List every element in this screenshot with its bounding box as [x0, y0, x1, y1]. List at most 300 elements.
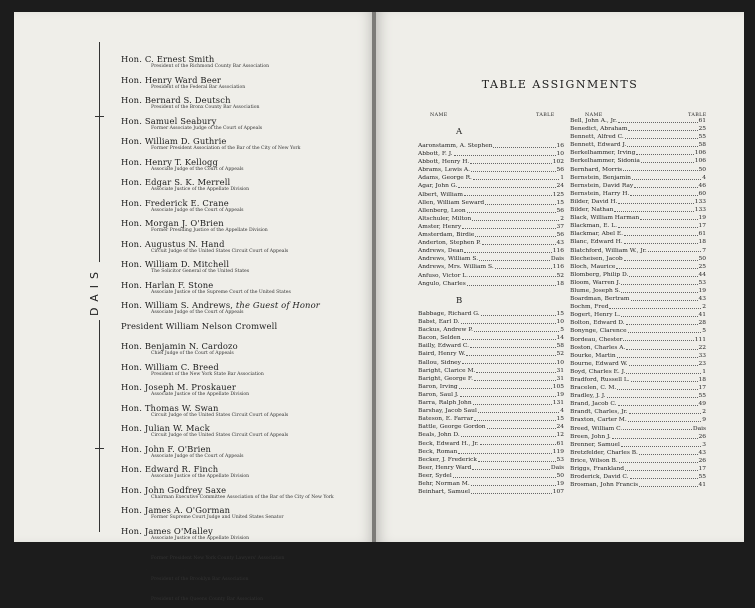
table-number: 1 — [702, 368, 706, 375]
dais-name-text: Hon. Samuel Seabury — [121, 115, 217, 126]
table-number: 24 — [556, 424, 564, 431]
table-number: 43 — [698, 449, 706, 456]
table-number: 25 — [698, 263, 706, 270]
dais-name-text: Hon. Edward R. Finch — [121, 464, 219, 474]
guest-name: Beals, John D. — [418, 432, 460, 439]
right-page — [376, 12, 744, 542]
dot-leader — [462, 223, 555, 229]
assignment-row — [570, 425, 706, 433]
guest-name: Backus, Andrew P. — [418, 327, 473, 334]
table-number: 60 — [698, 190, 706, 197]
guest-name: Black, William Harman — [570, 215, 640, 222]
guest-name: Blume, Joseph S. — [570, 287, 621, 294]
guest-name: Bacon, Selden — [418, 335, 461, 342]
guest-name: Barshay, Jacob Saul — [418, 408, 477, 415]
dais-entry — [121, 546, 371, 567]
guest-name: Brice, Wilson B. — [570, 457, 618, 464]
guest-name: Bourne, Edward W. — [570, 360, 628, 367]
guest-name: Bolton, Edward D. — [570, 320, 625, 327]
dais-name — [121, 505, 371, 515]
dot-leader — [631, 376, 698, 382]
dot-leader — [467, 280, 556, 286]
assignment-row — [570, 481, 706, 489]
assignment-row — [570, 157, 706, 165]
dais-name — [121, 587, 371, 597]
assignment-row — [570, 449, 706, 457]
table-number: 56 — [556, 167, 564, 174]
table-number: 125 — [552, 191, 564, 198]
assignment-row — [570, 117, 706, 125]
dais-entry — [121, 259, 371, 280]
dot-leader — [639, 449, 698, 455]
guest-name: Bogert, Henry L. — [570, 312, 621, 319]
dais-name-text: Hon. Edgar S. K. Merrell — [121, 177, 231, 187]
table-number: 52 — [556, 272, 564, 279]
dais-name — [121, 444, 371, 454]
dais-title: President of the New York State Bar Association — [151, 371, 264, 377]
guest-name: Bracelen, C. M. — [570, 385, 617, 392]
assignment-row — [418, 158, 564, 166]
dais-entry — [121, 239, 371, 260]
assignment-row — [418, 472, 564, 480]
table-number: 2 — [560, 215, 564, 222]
table-number: 41 — [698, 482, 706, 489]
table-number: 41 — [698, 312, 706, 319]
dais-name-text: Hon. Benjamin N. Cardozo — [121, 341, 238, 351]
dot-leader — [607, 392, 698, 398]
guest-name: Abrams, Lewis A. — [418, 167, 471, 174]
dot-leader — [628, 327, 702, 333]
guest-name: Bernstein, David Ray — [570, 182, 634, 189]
dais-entry — [121, 218, 371, 239]
guest-name: Bernstein, Harry H. — [570, 190, 630, 197]
dot-leader — [473, 174, 559, 180]
guest-name: Andrews, William S. — [418, 256, 479, 263]
table-number: 52 — [556, 351, 564, 358]
assignment-row — [570, 384, 706, 392]
guest-name: Blomberg, Philip D. — [570, 271, 629, 278]
col-header-name-right: NAME — [585, 113, 603, 118]
guest-name: Boyd, Charles E. J. — [570, 368, 626, 375]
dais-title: President of the Richmond County Bar Association — [151, 64, 270, 69]
assignment-row — [418, 448, 564, 456]
table-number: 19 — [698, 287, 706, 294]
dais-title: President of the Brooklyn Bar Association — [151, 576, 249, 582]
guest-name: Baright, Clarice M. — [418, 367, 476, 374]
dais-title: Associate Justice of the Appellate Division — [151, 535, 250, 541]
dais-name — [121, 75, 371, 85]
dais-name-text: Hon. Henry Ward Beer — [121, 74, 222, 85]
table-number: 19 — [556, 480, 564, 487]
table-assignments-title: TABLE ASSIGNMENTS — [481, 78, 639, 91]
assignment-list-b — [418, 310, 564, 496]
guest-name: Bilder, Nathan — [570, 207, 614, 214]
table-number: 119 — [552, 448, 564, 455]
table-number: 26 — [698, 433, 706, 440]
assignment-row — [570, 166, 706, 174]
dot-leader — [640, 214, 697, 220]
assignment-row — [418, 263, 564, 271]
guest-name: Allen, William Seward — [418, 199, 485, 206]
assignment-row — [418, 399, 564, 407]
assignment-row — [570, 457, 706, 465]
guest-name: Adams, George R. — [418, 175, 472, 182]
dais-name — [121, 54, 371, 64]
dot-leader — [618, 117, 698, 123]
guest-name: Andrews, Dean — [418, 248, 464, 255]
assignment-row — [570, 214, 706, 222]
table-number: 43 — [556, 240, 564, 247]
dais-title: Circuit Judge of the United States Circuit Court of Appeals — [151, 248, 289, 254]
assignment-row — [570, 190, 706, 198]
table-number: 55 — [698, 474, 706, 481]
table-number: 61 — [556, 440, 564, 447]
assignment-row — [570, 441, 706, 449]
table-number: 5 — [702, 328, 706, 335]
assignment-row — [418, 342, 564, 350]
dais-title: President of the Federal Bar Association — [151, 84, 246, 90]
guest-name: Bonynge, Clarence — [570, 328, 627, 335]
left-page — [14, 12, 374, 602]
dais-name — [121, 239, 371, 249]
guest-name: Baird, Henry W. — [418, 351, 466, 358]
table-number: 4 — [560, 408, 564, 415]
table-number: 106 — [694, 150, 706, 157]
dais-title: Associate Justice of the Appellate Division — [151, 187, 250, 192]
table-number: 131 — [552, 400, 564, 407]
table-number: Dais — [550, 256, 564, 263]
guest-name: Bradley, J. J. — [570, 393, 606, 400]
guest-name: Andrews, Mrs. William S. — [418, 264, 494, 271]
dais-entry — [121, 136, 371, 157]
guest-name: Bourke, Martin — [570, 352, 616, 359]
dot-leader — [629, 360, 698, 366]
dais-entry — [121, 423, 371, 444]
dais-name — [121, 95, 371, 105]
dot-leader — [628, 125, 697, 131]
dais-name-text: Hon. Harlan F. Stone — [121, 279, 214, 290]
dot-leader — [626, 368, 701, 374]
assignment-row — [418, 488, 564, 496]
dot-leader — [634, 182, 697, 188]
dot-leader — [478, 456, 556, 462]
guest-name: Abbott, F. J. — [418, 151, 453, 158]
guest-name: Allenberg, Leon — [418, 207, 466, 214]
dais-entry — [121, 54, 371, 75]
table-number: 37 — [556, 223, 564, 230]
table-number: 19 — [698, 215, 706, 222]
dais-label: DAIS — [88, 262, 110, 320]
dais-name — [121, 300, 371, 310]
dais-title: The Solicitor General of the United States — [151, 269, 250, 274]
guest-name: Bernhard, Morris — [570, 166, 623, 173]
guest-name: Berkelhammer, Sidonia — [570, 158, 640, 165]
guest-name: Blackmar, Abel E. — [570, 231, 624, 238]
dot-leader — [641, 157, 694, 163]
dais-entry — [121, 177, 371, 198]
table-number: 50 — [698, 166, 706, 173]
dais-rule-tick-top — [95, 116, 104, 117]
dais-name — [121, 485, 371, 495]
dot-leader — [474, 415, 555, 421]
assignment-row — [418, 191, 564, 199]
dais-name-text: Hon. C. Ernest Smith — [121, 54, 215, 64]
table-number: 58 — [556, 343, 564, 350]
dais-name — [121, 321, 371, 331]
dot-leader — [476, 367, 555, 373]
guest-name: Bernstein, Benjamin — [570, 174, 631, 181]
table-number: 133 — [694, 198, 706, 205]
assignment-row — [570, 336, 706, 344]
dais-entry — [121, 464, 371, 485]
dot-leader — [471, 488, 552, 494]
table-number: 107 — [552, 489, 564, 496]
assignment-row — [570, 376, 706, 384]
dais-name-text: Hon. Joseph M. Proskauer — [121, 382, 237, 392]
dais-title: Associate Judge of the Court of Appeals — [151, 453, 244, 459]
dais-entry — [121, 505, 371, 526]
dais-entry — [121, 75, 371, 96]
dais-entry — [121, 341, 371, 362]
table-number: 61 — [698, 231, 706, 238]
dot-leader — [464, 247, 551, 253]
dot-leader — [472, 464, 550, 470]
assignment-row — [418, 359, 564, 367]
dais-name — [121, 116, 371, 126]
dot-leader — [624, 230, 697, 236]
dais-name-text: Hon. Charles Strauss — [121, 546, 215, 556]
assignment-row — [570, 174, 706, 182]
table-number: 3 — [702, 441, 706, 448]
assignment-row — [418, 334, 564, 342]
dais-name-text: Hon. William S. Andrews, — [121, 300, 234, 310]
dot-leader — [454, 150, 556, 156]
assignment-row — [418, 231, 564, 239]
guest-name: Bailly, Edward C. — [418, 343, 470, 350]
dais-name — [121, 362, 371, 372]
guest-name: Angulo, Charles — [418, 280, 466, 287]
dais-name — [121, 464, 371, 474]
dot-leader — [464, 191, 552, 197]
table-number: 5 — [560, 327, 564, 334]
table-number: 56 — [556, 232, 564, 239]
assignment-row — [570, 311, 706, 319]
dais-title: Circuit Judge of the United States Circuit Court of Appeals — [151, 412, 289, 418]
table-number: 31 — [556, 367, 564, 374]
assignment-row — [418, 367, 564, 375]
dais-entry — [121, 382, 371, 403]
guest-name: Boston, Charles A. — [570, 344, 626, 351]
guest-name: Blanc, Edward H. — [570, 239, 623, 246]
guest-name: Beer, Sydel — [418, 472, 452, 479]
assignment-row — [418, 166, 564, 174]
assignment-row — [570, 327, 706, 335]
assignment-row — [570, 319, 706, 327]
table-number: 56 — [556, 207, 564, 214]
dais-name — [121, 218, 371, 228]
dais-title: President of the Queens County Bar Association — [151, 597, 264, 602]
assignment-row — [570, 141, 706, 149]
dot-leader — [493, 142, 555, 148]
assignment-row — [418, 480, 564, 488]
table-number: Dais — [550, 464, 564, 471]
dot-leader — [621, 441, 701, 447]
dais-title: Associate Justice of the Supreme Court of the United States — [151, 289, 291, 295]
guest-name: Bennett, Alfred C. — [570, 134, 624, 141]
assignment-row — [418, 255, 564, 263]
guest-name: Broderick, David C. — [570, 474, 629, 481]
dot-leader — [469, 272, 555, 278]
dot-leader — [625, 465, 697, 471]
dais-name-text: Hon. Bernard S. Deutsch — [121, 95, 231, 105]
assignment-row — [570, 206, 706, 214]
assignment-row — [418, 239, 564, 247]
dais-name-text: Hon. William D. Guthrie — [121, 136, 227, 146]
dais-entry — [121, 198, 371, 219]
table-number: 43 — [698, 296, 706, 303]
guest-name: Bordeau, Chester — [570, 336, 623, 343]
table-number: 22 — [698, 344, 706, 351]
assignment-row — [570, 263, 706, 271]
table-number: 15 — [556, 199, 564, 206]
guest-name: Brenner, Samuel — [570, 441, 620, 448]
dais-title: Former President Association of the Bar of the City of New York — [151, 146, 301, 151]
dais-entry — [121, 116, 371, 137]
table-number: 49 — [698, 401, 706, 408]
guest-name: Brosman, John Francis — [570, 482, 639, 489]
dot-leader — [467, 207, 556, 213]
guest-name: Bradford, Russell L. — [570, 377, 630, 383]
guest-name: Baright, George F. — [418, 375, 473, 382]
table-number: 24 — [556, 183, 564, 190]
assignment-row — [418, 464, 564, 472]
dot-leader — [629, 408, 702, 414]
dot-leader — [624, 238, 698, 244]
col-header-table-left: TABLE — [536, 113, 555, 118]
dot-leader — [475, 231, 555, 237]
assignment-row — [570, 255, 706, 263]
dot-leader — [618, 222, 697, 228]
dot-leader — [474, 326, 559, 332]
assignment-row — [570, 238, 706, 246]
table-number: 116 — [552, 248, 564, 255]
guest-name: Anderton, Stephen P. — [418, 240, 481, 247]
dais-title: Chairman Executive Committee Association of the Bar of the City of New York — [151, 494, 334, 500]
dais-entry — [121, 157, 371, 178]
dais-rule-tick-bottom — [95, 448, 104, 449]
assignment-row — [570, 303, 706, 311]
dot-leader — [619, 457, 698, 463]
dot-leader — [466, 350, 555, 356]
dais-name — [121, 280, 371, 290]
table-number: 4 — [702, 174, 706, 181]
guest-name: Bochm, Fred — [570, 304, 609, 311]
table-number: 106 — [694, 158, 706, 165]
guest-name: Bell, John A., Jr. — [570, 118, 617, 124]
dot-leader — [623, 425, 692, 431]
assignment-row — [570, 465, 706, 473]
table-number: 18 — [698, 239, 706, 246]
guest-name: Babbage, Richard G. — [418, 311, 480, 317]
assignment-row — [418, 375, 564, 383]
dot-leader — [617, 352, 698, 358]
dot-leader — [617, 384, 697, 390]
guest-name: Brand, Jacob C. — [570, 401, 617, 408]
dot-leader — [632, 174, 701, 180]
table-number: 26 — [698, 457, 706, 464]
assignment-row — [418, 440, 564, 448]
assignment-row — [418, 182, 564, 190]
assignment-row — [570, 198, 706, 206]
table-number: 111 — [694, 336, 706, 343]
table-number: Dais — [692, 425, 706, 432]
dais-name-text: President William Nelson Cromwell — [121, 320, 278, 331]
guest-name: Becker, J. Frederick — [418, 456, 477, 463]
dais-name — [121, 423, 371, 433]
dot-leader — [636, 149, 693, 155]
guest-name: Amsterdam, Birdie — [418, 232, 475, 239]
guest-name: Bilder, David H. — [570, 198, 618, 205]
dais-list — [121, 54, 371, 608]
dot-leader — [616, 263, 697, 269]
assignment-row — [418, 207, 564, 215]
guest-name: Brandt, Charles, Jr. — [570, 409, 628, 416]
assignment-row — [570, 182, 706, 190]
dais-name-text: Hon. John F. O'Brien — [121, 443, 212, 454]
assignment-row — [570, 352, 706, 360]
table-number: 28 — [698, 320, 706, 327]
table-number: 46 — [698, 182, 706, 189]
guest-name: Aaronstamm, A. Stephen — [418, 143, 493, 149]
dais-entry — [121, 587, 371, 608]
guest-name: Abbott, Henry H. — [418, 159, 470, 166]
dot-leader — [621, 279, 697, 285]
dot-leader — [623, 166, 697, 172]
guest-name: Braxton, Carter M. — [570, 417, 627, 424]
dais-name — [121, 546, 371, 556]
dais-entry — [121, 362, 371, 383]
table-number: 50 — [698, 255, 706, 262]
dot-leader — [623, 336, 693, 342]
dot-leader — [461, 431, 556, 437]
dot-leader — [458, 448, 551, 454]
assignment-row — [418, 391, 564, 399]
assignment-row — [418, 199, 564, 207]
dais-entry — [121, 444, 371, 465]
guest-name: Blecheisen, Jacob — [570, 255, 623, 262]
dais-title: Associate Justice of the Appellate Division — [151, 474, 250, 479]
assignment-row — [570, 279, 706, 287]
guest-name: Beer, Henry Ward — [418, 464, 472, 471]
table-number: 10 — [556, 359, 564, 366]
dais-title: Former Presiding Justice of the Appellate Division — [151, 228, 268, 233]
assignment-row — [418, 415, 564, 423]
dot-leader — [630, 473, 698, 479]
dais-name — [121, 259, 371, 269]
assignment-row — [570, 368, 706, 376]
table-number: 2 — [702, 304, 706, 311]
dot-leader — [473, 399, 552, 405]
dais-name — [121, 177, 371, 187]
dais-title: Chief Judge of the Court of Appeals — [151, 351, 234, 356]
assignment-row — [418, 174, 564, 182]
guest-name: Beck, Roman — [418, 448, 458, 455]
dais-name — [121, 526, 371, 536]
table-number: 10 — [556, 319, 564, 326]
dot-leader — [470, 342, 555, 348]
table-number: 12 — [556, 432, 564, 439]
table-number: 116 — [552, 264, 564, 271]
